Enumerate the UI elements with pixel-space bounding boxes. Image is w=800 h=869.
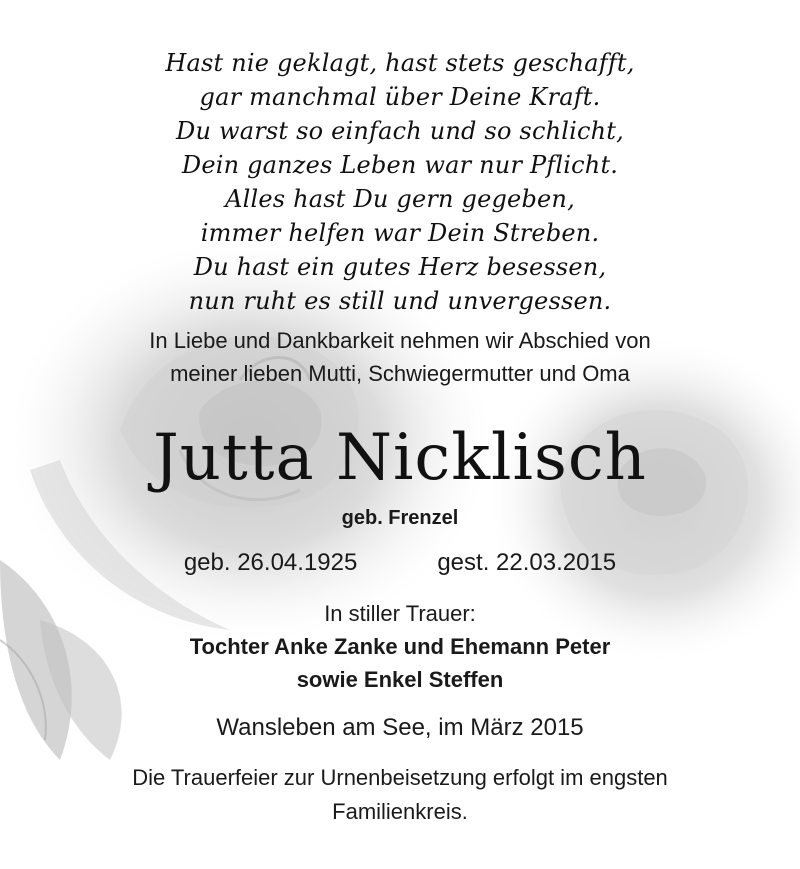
death-date: gest. 22.03.2015 bbox=[437, 549, 617, 576]
mourner-line: Tochter Anke Zanke und Ehemann Peter bbox=[189, 634, 611, 659]
intro-line: In Liebe und Dankbarkeit nehmen wir Abschied von bbox=[149, 328, 651, 353]
poem-line: Hast nie geklagt, hast stets geschafft, bbox=[165, 49, 635, 77]
funeral-note-line: Die Trauerfeier zur Urnenbeisetzung erfolgt im engsten bbox=[132, 765, 668, 790]
mourners-heading: In stiller Trauer: bbox=[324, 601, 476, 626]
birth-date: geb. 26.04.1925 bbox=[183, 549, 358, 576]
place-date: Wansleben am See, im März 2015 bbox=[216, 714, 584, 741]
poem-line: Du warst so einfach und so schlicht, bbox=[176, 117, 624, 145]
poem-line: immer helfen war Dein Streben. bbox=[200, 219, 600, 247]
poem-line: gar manchmal über Deine Kraft. bbox=[199, 83, 601, 111]
mourner-line: sowie Enkel Steffen bbox=[296, 667, 504, 692]
poem-line: nun ruht es still und unvergessen. bbox=[188, 287, 612, 315]
poem-line: Alles hast Du gern gegeben, bbox=[225, 185, 575, 213]
poem-line: Dein ganzes Leben war nur Pflicht. bbox=[181, 151, 619, 179]
deceased-name: Jutta Nicklisch bbox=[153, 421, 647, 495]
intro-line: meiner lieben Mutti, Schwiegermutter und Oma bbox=[170, 361, 630, 386]
funeral-note-line: Familienkreis. bbox=[332, 799, 468, 824]
poem-line: Du hast ein gutes Herz besessen, bbox=[193, 253, 607, 281]
life-dates bbox=[0, 549, 800, 577]
maiden-name: geb. Frenzel bbox=[341, 507, 459, 529]
